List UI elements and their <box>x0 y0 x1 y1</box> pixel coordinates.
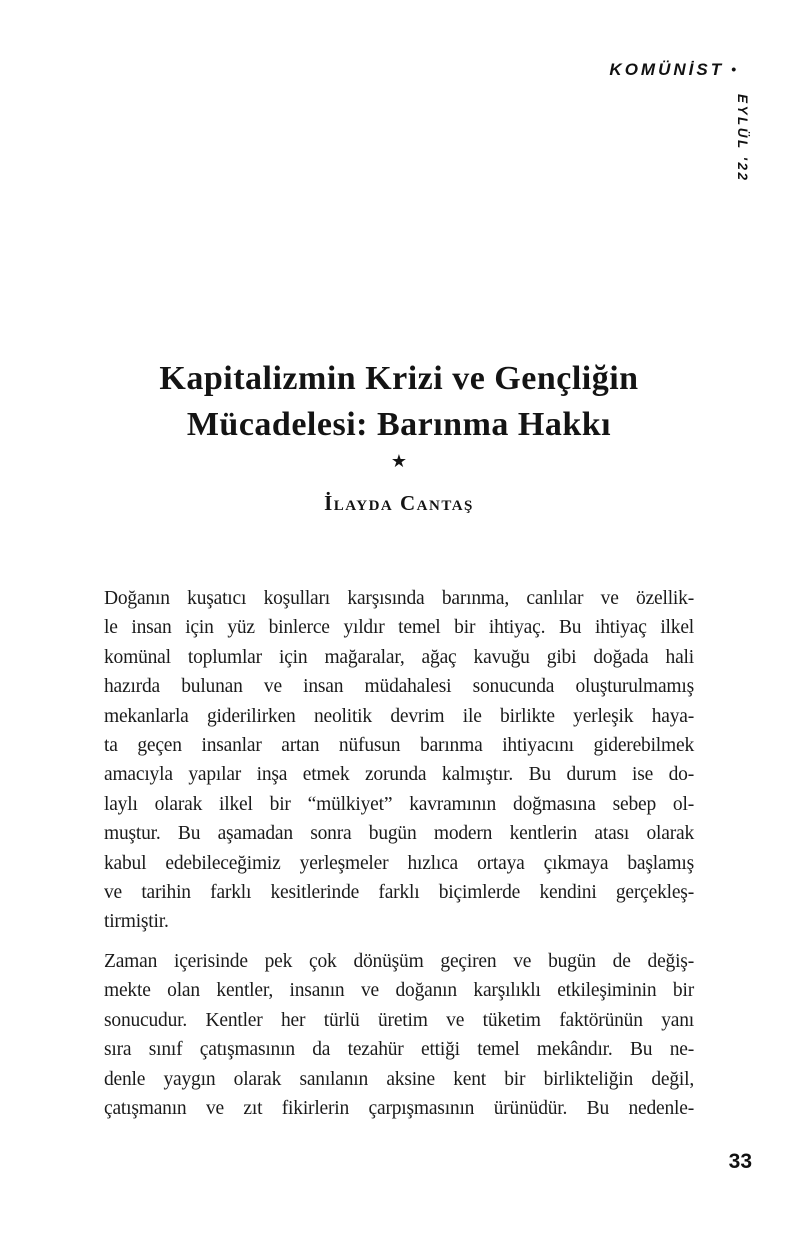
title-line-2: Mücadelesi: Barınma Hakkı <box>186 406 612 443</box>
star-divider-icon: ★ <box>390 451 408 471</box>
issue-date: EYLÜL '22 <box>735 94 750 183</box>
text-line: le insan için yüz binlerce yıldır temel bir ihtiyaç. Bu ihtiyaç ilkel <box>104 617 694 639</box>
text-line: ta geçen insanlar artan nüfusun barınma ihtiyacını giderebilmek <box>104 735 694 757</box>
text-line: tirmiştir. <box>104 911 169 933</box>
text-line: mekte olan kentler, insanın ve doğanın karşılıklı etkileşiminin bir <box>104 980 694 1002</box>
text-line: Doğanın kuşatıcı koşulları karşısında barınma, canlılar ve özellik- <box>104 588 694 609</box>
article-title <box>0 356 798 448</box>
bullet-icon: • <box>731 61 736 77</box>
text-line: komünal toplumlar için mağaralar, ağaç kavuğu gibi doğada hali <box>104 646 694 668</box>
text-line: hazırda bulunan ve insan müdahalesi sonucunda oluşturulmamış <box>104 676 694 698</box>
text-line: Zaman içerisinde pek çok dönüşüm geçiren ve bugün de değiş- <box>104 950 694 972</box>
text-line: amacıyla yapılar inşa etmek zorunda kalmıştır. Bu durum ise do- <box>104 764 694 786</box>
page-number: 33 <box>728 1150 752 1173</box>
text-line: sıra sınıf çatışmasının da tezahür ettiği temel mekândır. Bu ne- <box>104 1039 694 1061</box>
text-line: laylı olarak ilkel bir “mülkiyet” kavramının doğmasına sebep ol- <box>104 793 694 815</box>
text-line: mekanlarla giderilirken neolitik devrim ile birlikte yerleşik haya- <box>104 705 694 727</box>
running-head <box>609 60 736 80</box>
text-line: muştur. Bu aşamadan sonra bugün modern kentlerin atası olarak <box>104 823 694 845</box>
article-body <box>104 584 694 1133</box>
text-line: kabul edebileceğimiz yerleşmeler hızlıca ortaya çıkmaya başlamış <box>104 852 694 874</box>
paragraph <box>104 584 694 937</box>
author-name: İlayda Cantaş <box>324 491 474 515</box>
text-line: denle yaygın olarak sanılanın aksine kent bir birlikteliğin değil, <box>104 1068 694 1090</box>
text-line: çatışmanın ve zıt fikirlerin çarpışmasının ürünüdür. Bu nedenle- <box>104 1097 694 1119</box>
paragraph <box>104 947 694 1123</box>
text-line: sonucudur. Kentler her türlü üretim ve tüketim faktörünün yanı <box>104 1009 694 1031</box>
text-line: ve tarihin farklı kesitlerinde farklı biçimlerde kendini gerçekleş- <box>104 882 694 904</box>
title-line-1: Kapitalizmin Krizi ve Gençliğin <box>159 360 639 397</box>
journal-name: KOMÜNİST <box>609 60 725 79</box>
